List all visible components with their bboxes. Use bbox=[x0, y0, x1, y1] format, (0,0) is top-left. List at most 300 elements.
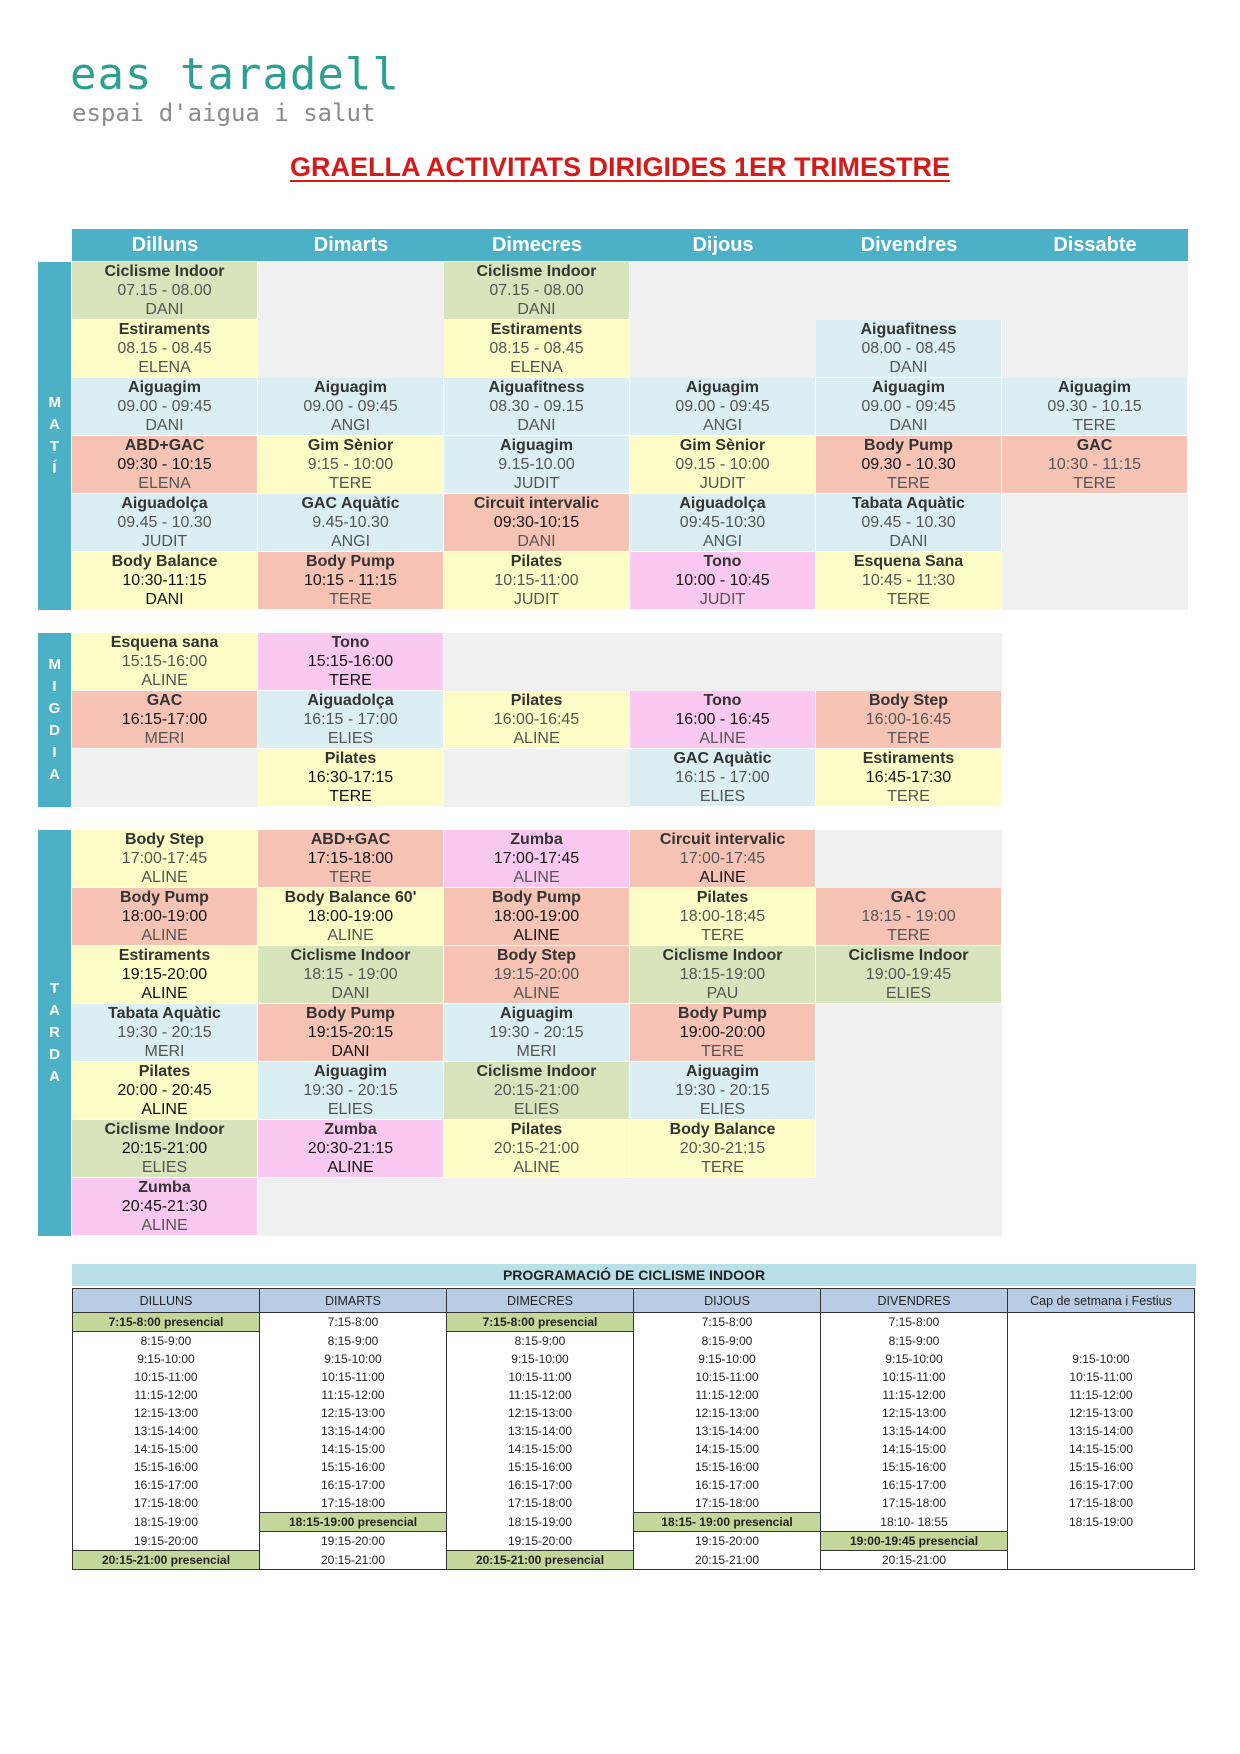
class-slot bbox=[444, 1062, 630, 1120]
class-time: 09:30 - 10:15 bbox=[117, 456, 212, 473]
indoor-slot: 12:15-13:00 bbox=[634, 1404, 821, 1422]
class-slot bbox=[258, 1120, 444, 1178]
indoor-slot: 10:15-11:00 bbox=[447, 1368, 634, 1386]
class-slot bbox=[444, 1120, 630, 1178]
day-header-dimecres: Dimecres bbox=[444, 229, 630, 261]
day-header-dijous: Dijous bbox=[630, 229, 816, 261]
class-instructor: TERE bbox=[329, 475, 372, 492]
class-instructor: ALINE bbox=[513, 730, 560, 747]
indoor-slot: 10:15-11:00 bbox=[821, 1368, 1008, 1386]
indoor-slot: 11:15-12:00 bbox=[73, 1386, 260, 1404]
class-time: 19:15-20:00 bbox=[493, 966, 580, 983]
class-slot bbox=[444, 494, 630, 552]
class-slot bbox=[630, 691, 816, 749]
class-name: Body Balance bbox=[111, 553, 218, 570]
indoor-slot: 12:15-13:00 bbox=[73, 1404, 260, 1422]
indoor-slot: 10:15-11:00 bbox=[73, 1368, 260, 1386]
class-instructor: JUDIT bbox=[513, 475, 560, 492]
class-instructor: DANI bbox=[145, 417, 184, 434]
class-name: GAC Aquàtic bbox=[301, 495, 400, 512]
class-time: 20:15-21:00 bbox=[493, 1082, 580, 1099]
indoor-slot: 9:15-10:00 bbox=[73, 1350, 260, 1368]
class-time: 20:15-21:00 bbox=[121, 1140, 208, 1157]
class-instructor: ELIES bbox=[513, 1101, 560, 1118]
day-header-divendres: Divendres bbox=[816, 229, 1002, 261]
period-label-text: TARDA bbox=[49, 980, 60, 1085]
class-instructor: ANGI bbox=[702, 533, 743, 550]
indoor-slot: 15:15-16:00 bbox=[73, 1458, 260, 1476]
class-instructor: ELIES bbox=[699, 788, 746, 805]
class-slot bbox=[258, 633, 444, 691]
class-time: 18:15 - 19:00 bbox=[861, 908, 956, 925]
class-time: 18:15-19:00 bbox=[679, 966, 766, 983]
class-name: GAC Aquàtic bbox=[673, 750, 772, 767]
class-slot bbox=[816, 320, 1002, 378]
class-slot bbox=[816, 749, 1002, 807]
class-slot bbox=[258, 552, 444, 610]
class-name: Aiguagim bbox=[1058, 379, 1131, 396]
class-name: Tabata Aquàtic bbox=[108, 1005, 221, 1022]
class-time: 20:15-21:00 bbox=[493, 1140, 580, 1157]
class-time: 08.00 - 08.45 bbox=[861, 340, 956, 357]
class-time: 18:00-19:00 bbox=[121, 908, 208, 925]
class-name: Aiguadolça bbox=[679, 495, 766, 512]
class-name: Body Step bbox=[868, 692, 949, 709]
page-title: GRAELLA ACTIVITATS DIRIGIDES 1ER TRIMESTRE bbox=[289, 152, 951, 182]
day-header-dilluns: Dilluns bbox=[72, 229, 258, 261]
class-name: Tono bbox=[331, 634, 370, 651]
logo-name: eas taradell bbox=[70, 49, 400, 100]
class-time: 09.00 - 09:45 bbox=[861, 398, 956, 415]
indoor-slot: 18:10- 18:55 bbox=[821, 1513, 1008, 1532]
class-time: 16:45-17:30 bbox=[865, 769, 952, 786]
class-name: Tono bbox=[703, 692, 742, 709]
indoor-slot: 20:15-21:00 presencial bbox=[73, 1551, 260, 1570]
class-slot bbox=[444, 946, 630, 1004]
class-name: ABD+GAC bbox=[310, 831, 391, 848]
indoor-slot: 8:15-9:00 bbox=[634, 1332, 821, 1351]
indoor-slot: 17:15-18:00 bbox=[260, 1494, 447, 1513]
class-name: Aiguafitness bbox=[860, 321, 957, 338]
class-instructor: DANI bbox=[331, 1043, 370, 1060]
class-instructor: ALINE bbox=[141, 869, 188, 886]
class-slot bbox=[816, 946, 1002, 1004]
class-instructor: ALINE bbox=[141, 672, 188, 689]
grid-corner bbox=[38, 229, 71, 261]
class-instructor: MERI bbox=[516, 1043, 557, 1060]
class-time: 16:00 - 16:45 bbox=[675, 711, 770, 728]
indoor-row bbox=[73, 1386, 1195, 1404]
indoor-slot: 16:15-17:00 bbox=[73, 1476, 260, 1494]
class-time: 15:15-16:00 bbox=[307, 653, 394, 670]
indoor-slot: 16:15-17:00 bbox=[634, 1476, 821, 1494]
indoor-row bbox=[73, 1494, 1195, 1513]
class-time: 9.45-10.30 bbox=[312, 514, 389, 531]
class-instructor: MERI bbox=[144, 1043, 185, 1060]
indoor-header-cell: DIMARTS bbox=[260, 1289, 447, 1313]
class-slot bbox=[258, 830, 444, 888]
class-time: 10:45 - 11:30 bbox=[861, 572, 956, 589]
indoor-row bbox=[73, 1350, 1195, 1368]
indoor-slot: 18:15- 19:00 presencial bbox=[634, 1513, 821, 1532]
class-slot bbox=[258, 888, 444, 946]
logo bbox=[70, 49, 400, 128]
class-slot bbox=[816, 436, 1002, 494]
class-instructor: TERE bbox=[701, 1159, 744, 1176]
indoor-slot: 19:15-20:00 bbox=[634, 1532, 821, 1551]
indoor-slot: 13:15-14:00 bbox=[821, 1422, 1008, 1440]
class-name: Aiguagim bbox=[872, 379, 945, 396]
class-instructor: TERE bbox=[701, 1043, 744, 1060]
indoor-slot: 7:15-8:00 presencial bbox=[73, 1313, 260, 1332]
class-name: Estiraments bbox=[490, 321, 583, 338]
indoor-slot: 13:15-14:00 bbox=[1008, 1422, 1195, 1440]
class-time: 07.15 - 08.00 bbox=[489, 282, 584, 299]
indoor-slot: 14:15-15:00 bbox=[634, 1440, 821, 1458]
class-name: Zumba bbox=[324, 1121, 377, 1138]
indoor-slot: 12:15-13:00 bbox=[1008, 1404, 1195, 1422]
indoor-slot: 18:15-19:00 presencial bbox=[260, 1513, 447, 1532]
class-time: 16:15 - 17:00 bbox=[303, 711, 398, 728]
indoor-slot: 8:15-9:00 bbox=[821, 1332, 1008, 1351]
indoor-slot: 7:15-8:00 bbox=[821, 1313, 1008, 1332]
indoor-slot: 19:15-20:00 bbox=[73, 1532, 260, 1551]
indoor-slot: 7:15-8:00 bbox=[260, 1313, 447, 1332]
class-name: Ciclisme Indoor bbox=[290, 947, 411, 964]
class-name: Aiguagim bbox=[500, 1005, 573, 1022]
class-slot bbox=[258, 946, 444, 1004]
class-time: 09:30-10:15 bbox=[493, 514, 580, 531]
indoor-slot: 9:15-10:00 bbox=[821, 1350, 1008, 1368]
class-name: GAC bbox=[890, 889, 927, 906]
class-instructor: TERE bbox=[1073, 417, 1116, 434]
class-slot bbox=[630, 436, 816, 494]
class-name: Body Pump bbox=[492, 889, 581, 906]
class-slot bbox=[816, 494, 1002, 552]
class-time: 18:00-18:45 bbox=[679, 908, 766, 925]
class-name: Body Step bbox=[496, 947, 577, 964]
class-name: Aiguagim bbox=[686, 1063, 759, 1080]
indoor-row bbox=[73, 1404, 1195, 1422]
class-time: 09.45 - 10.30 bbox=[117, 514, 212, 531]
class-instructor: TERE bbox=[329, 869, 372, 886]
class-instructor: TERE bbox=[329, 672, 372, 689]
indoor-slot: 19:00-19:45 presencial bbox=[821, 1532, 1008, 1551]
day-header-dissabte: Dissabte bbox=[1002, 229, 1188, 261]
class-slot bbox=[444, 262, 630, 320]
class-time: 10:15-11:00 bbox=[494, 572, 579, 589]
class-time: 16:15 - 17:00 bbox=[675, 769, 770, 786]
class-name: Body Step bbox=[124, 831, 205, 848]
class-time: 09.00 - 09:45 bbox=[303, 398, 398, 415]
class-name: Body Pump bbox=[306, 1005, 395, 1022]
indoor-slot: 12:15-13:00 bbox=[260, 1404, 447, 1422]
class-time: 9:15 - 10:00 bbox=[307, 456, 394, 473]
class-slot bbox=[444, 320, 630, 378]
class-instructor: DANI bbox=[517, 533, 556, 550]
indoor-slot: 11:15-12:00 bbox=[634, 1386, 821, 1404]
class-slot bbox=[72, 436, 258, 494]
indoor-row bbox=[73, 1440, 1195, 1458]
class-instructor: ALINE bbox=[141, 1101, 188, 1118]
class-instructor: TERE bbox=[701, 927, 744, 944]
class-instructor: DANI bbox=[889, 533, 928, 550]
class-instructor: ALINE bbox=[699, 869, 746, 886]
class-slot bbox=[72, 830, 258, 888]
class-name: Ciclisme Indoor bbox=[476, 1063, 597, 1080]
period-label-text: MATÍ bbox=[48, 394, 61, 477]
class-instructor: TERE bbox=[1073, 475, 1116, 492]
class-time: 19:30 - 20:15 bbox=[489, 1024, 584, 1041]
class-time: 18:00-19:00 bbox=[307, 908, 394, 925]
class-slot bbox=[1002, 436, 1188, 494]
period-label-matí bbox=[38, 262, 71, 610]
class-name: Zumba bbox=[510, 831, 563, 848]
class-instructor: ELIES bbox=[885, 985, 932, 1002]
class-name: ABD+GAC bbox=[124, 437, 205, 454]
class-time: 08.15 - 08.45 bbox=[117, 340, 212, 357]
indoor-row bbox=[73, 1532, 1195, 1551]
class-slot bbox=[72, 1062, 258, 1120]
class-time: 17:15-18:00 bbox=[307, 850, 394, 867]
class-time: 18:15 - 19:00 bbox=[303, 966, 398, 983]
indoor-slot: 19:15-20:00 bbox=[260, 1532, 447, 1551]
indoor-slot: 17:15-18:00 bbox=[821, 1494, 1008, 1513]
indoor-slot: 14:15-15:00 bbox=[1008, 1440, 1195, 1458]
indoor-slot: 20:15-21:00 bbox=[821, 1551, 1008, 1570]
indoor-slot: 14:15-15:00 bbox=[821, 1440, 1008, 1458]
class-time: 19:00-19:45 bbox=[865, 966, 952, 983]
indoor-slot: 18:15-19:00 bbox=[73, 1513, 260, 1532]
class-instructor: JUDIT bbox=[141, 533, 188, 550]
indoor-header-cell: DIJOUS bbox=[634, 1289, 821, 1313]
class-instructor: ELENA bbox=[510, 359, 563, 376]
class-name: Circuit intervalic bbox=[473, 495, 600, 512]
class-slot bbox=[816, 691, 1002, 749]
class-slot bbox=[72, 633, 258, 691]
indoor-row bbox=[73, 1551, 1195, 1570]
indoor-slot: 7:15-8:00 bbox=[634, 1313, 821, 1332]
class-slot bbox=[258, 436, 444, 494]
class-slot bbox=[444, 552, 630, 610]
class-name: Pilates bbox=[510, 692, 563, 709]
class-name: Body Pump bbox=[120, 889, 209, 906]
class-slot bbox=[258, 494, 444, 552]
class-time: 15:15-16:00 bbox=[121, 653, 208, 670]
class-time: 9.15-10.00 bbox=[498, 456, 575, 473]
class-instructor: DANI bbox=[889, 417, 928, 434]
indoor-header-cell: Cap de setmana i Festius bbox=[1008, 1289, 1195, 1313]
indoor-slot: 18:15-19:00 bbox=[1008, 1513, 1195, 1532]
indoor-row bbox=[73, 1368, 1195, 1386]
indoor-slot: 15:15-16:00 bbox=[634, 1458, 821, 1476]
class-slot bbox=[444, 691, 630, 749]
class-slot bbox=[258, 1062, 444, 1120]
indoor-row bbox=[73, 1513, 1195, 1532]
class-name: Aiguagim bbox=[686, 379, 759, 396]
indoor-row bbox=[73, 1476, 1195, 1494]
class-slot bbox=[258, 1004, 444, 1062]
indoor-slot: 8:15-9:00 bbox=[73, 1332, 260, 1351]
class-slot bbox=[72, 1178, 258, 1236]
class-instructor: PAU bbox=[706, 985, 739, 1002]
class-slot bbox=[816, 552, 1002, 610]
class-instructor: JUDIT bbox=[699, 475, 746, 492]
class-name: Tabata Aquàtic bbox=[852, 495, 965, 512]
class-time: 19:30 - 20:15 bbox=[675, 1082, 770, 1099]
period-label-migdia bbox=[38, 633, 71, 807]
class-time: 20:00 - 20:45 bbox=[117, 1082, 212, 1099]
class-instructor: ANGI bbox=[330, 417, 371, 434]
indoor-header-cell: DIVENDRES bbox=[821, 1289, 1008, 1313]
class-instructor: ALINE bbox=[699, 730, 746, 747]
indoor-slot bbox=[1008, 1332, 1195, 1351]
indoor-slot: 16:15-17:00 bbox=[447, 1476, 634, 1494]
class-instructor: TERE bbox=[329, 788, 372, 805]
class-time: 20:45-21:30 bbox=[121, 1198, 208, 1215]
class-instructor: TERE bbox=[887, 788, 930, 805]
class-slot bbox=[816, 378, 1002, 436]
class-name: Esquena Sana bbox=[853, 553, 964, 570]
class-slot bbox=[444, 830, 630, 888]
indoor-slot: 20:15-21:00 bbox=[634, 1551, 821, 1570]
class-instructor: ALINE bbox=[141, 927, 188, 944]
class-slot bbox=[72, 946, 258, 1004]
class-slot bbox=[72, 1004, 258, 1062]
class-time: 19:15-20:00 bbox=[121, 966, 208, 983]
class-instructor: ANGI bbox=[702, 417, 743, 434]
class-name: Aiguagim bbox=[500, 437, 573, 454]
indoor-slot: 10:15-11:00 bbox=[1008, 1368, 1195, 1386]
class-name: Aiguadolça bbox=[121, 495, 208, 512]
class-time: 16:00-16:45 bbox=[865, 711, 952, 728]
class-name: Body Pump bbox=[306, 553, 395, 570]
period-label-tarda bbox=[38, 830, 71, 1236]
class-instructor: ELENA bbox=[138, 475, 191, 492]
class-instructor: TERE bbox=[887, 927, 930, 944]
class-name: Body Balance 60' bbox=[284, 889, 417, 906]
class-name: Aiguafitness bbox=[488, 379, 585, 396]
indoor-slot: 15:15-16:00 bbox=[447, 1458, 634, 1476]
class-time: 09.00 - 09:45 bbox=[117, 398, 212, 415]
class-slot bbox=[258, 378, 444, 436]
indoor-slot: 7:15-8:00 presencial bbox=[447, 1313, 634, 1332]
class-time: 09.00 - 09:45 bbox=[675, 398, 770, 415]
class-time: 20:30-21:15 bbox=[679, 1140, 766, 1157]
class-time: 17:00-17:45 bbox=[121, 850, 208, 867]
indoor-slot bbox=[1008, 1532, 1195, 1551]
class-time: 09:45-10:30 bbox=[679, 514, 766, 531]
class-instructor: ELIES bbox=[327, 1101, 374, 1118]
class-name: Estiraments bbox=[118, 321, 211, 338]
class-name: Zumba bbox=[138, 1179, 191, 1196]
class-instructor: ALINE bbox=[513, 869, 560, 886]
indoor-slot: 13:15-14:00 bbox=[260, 1422, 447, 1440]
class-slot bbox=[258, 749, 444, 807]
class-name: GAC bbox=[1076, 437, 1113, 454]
class-instructor: DANI bbox=[517, 301, 556, 318]
class-instructor: DANI bbox=[517, 417, 556, 434]
class-instructor: ALINE bbox=[513, 927, 560, 944]
class-time: 19:30 - 20:15 bbox=[117, 1024, 212, 1041]
class-instructor: MERI bbox=[144, 730, 185, 747]
indoor-slot: 14:15-15:00 bbox=[447, 1440, 634, 1458]
day-header-dimarts: Dimarts bbox=[258, 229, 444, 261]
class-slot bbox=[72, 378, 258, 436]
class-time: 17:00-17:45 bbox=[493, 850, 580, 867]
class-slot bbox=[258, 691, 444, 749]
class-slot bbox=[72, 262, 258, 320]
indoor-row bbox=[73, 1332, 1195, 1351]
class-slot bbox=[630, 1062, 816, 1120]
class-instructor: TERE bbox=[329, 591, 372, 608]
class-time: 16:00-16:45 bbox=[493, 711, 580, 728]
indoor-slot: 18:15-19:00 bbox=[447, 1513, 634, 1532]
class-name: Tono bbox=[703, 553, 742, 570]
class-slot bbox=[630, 1004, 816, 1062]
indoor-header-cell: DIMECRES bbox=[447, 1289, 634, 1313]
class-name: Aiguagim bbox=[128, 379, 201, 396]
indoor-slot: 11:15-12:00 bbox=[447, 1386, 634, 1404]
class-time: 17:00-17:45 bbox=[679, 850, 766, 867]
class-slot bbox=[72, 494, 258, 552]
class-name: GAC bbox=[146, 692, 183, 709]
class-slot bbox=[72, 552, 258, 610]
class-instructor: ELIES bbox=[141, 1159, 188, 1176]
class-instructor: ANGI bbox=[330, 533, 371, 550]
indoor-slot: 15:15-16:00 bbox=[821, 1458, 1008, 1476]
indoor-slot: 12:15-13:00 bbox=[447, 1404, 634, 1422]
class-slot bbox=[630, 830, 816, 888]
indoor-slot: 9:15-10:00 bbox=[260, 1350, 447, 1368]
indoor-slot: 14:15-15:00 bbox=[260, 1440, 447, 1458]
class-name: Aiguadolça bbox=[307, 692, 394, 709]
class-instructor: JUDIT bbox=[513, 591, 560, 608]
class-time: 09.30 - 10.30 bbox=[861, 456, 956, 473]
indoor-slot: 12:15-13:00 bbox=[821, 1404, 1008, 1422]
class-instructor: TERE bbox=[887, 730, 930, 747]
period-label-text: MIGDIA bbox=[48, 656, 61, 783]
indoor-slot: 20:15-21:00 bbox=[260, 1551, 447, 1570]
indoor-slot: 16:15-17:00 bbox=[1008, 1476, 1195, 1494]
class-slot bbox=[72, 1120, 258, 1178]
indoor-slot: 20:15-21:00 presencial bbox=[447, 1551, 634, 1570]
class-name: Ciclisme Indoor bbox=[104, 1121, 225, 1138]
class-instructor: ELIES bbox=[327, 730, 374, 747]
indoor-slot: 8:15-9:00 bbox=[260, 1332, 447, 1351]
class-slot bbox=[72, 888, 258, 946]
indoor-slot: 16:15-17:00 bbox=[821, 1476, 1008, 1494]
class-time: 19:15-20:15 bbox=[307, 1024, 394, 1041]
indoor-slot: 10:15-11:00 bbox=[634, 1368, 821, 1386]
class-name: Ciclisme Indoor bbox=[104, 263, 225, 280]
class-instructor: JUDIT bbox=[699, 591, 746, 608]
class-time: 10:30 - 11:15 bbox=[1047, 456, 1142, 473]
class-instructor: DANI bbox=[145, 301, 184, 318]
class-instructor: ALINE bbox=[327, 1159, 374, 1176]
class-instructor: ALINE bbox=[513, 1159, 560, 1176]
class-instructor: ALINE bbox=[513, 985, 560, 1002]
indoor-slot: 17:15-18:00 bbox=[73, 1494, 260, 1513]
indoor-slot: 11:15-12:00 bbox=[821, 1386, 1008, 1404]
class-instructor: TERE bbox=[887, 475, 930, 492]
class-instructor: DANI bbox=[145, 591, 184, 608]
class-time: 08.30 - 09.15 bbox=[489, 398, 584, 415]
class-slot bbox=[444, 378, 630, 436]
class-name: Pilates bbox=[138, 1063, 191, 1080]
class-name: Body Balance bbox=[669, 1121, 776, 1138]
class-time: 09.30 - 10.15 bbox=[1047, 398, 1142, 415]
